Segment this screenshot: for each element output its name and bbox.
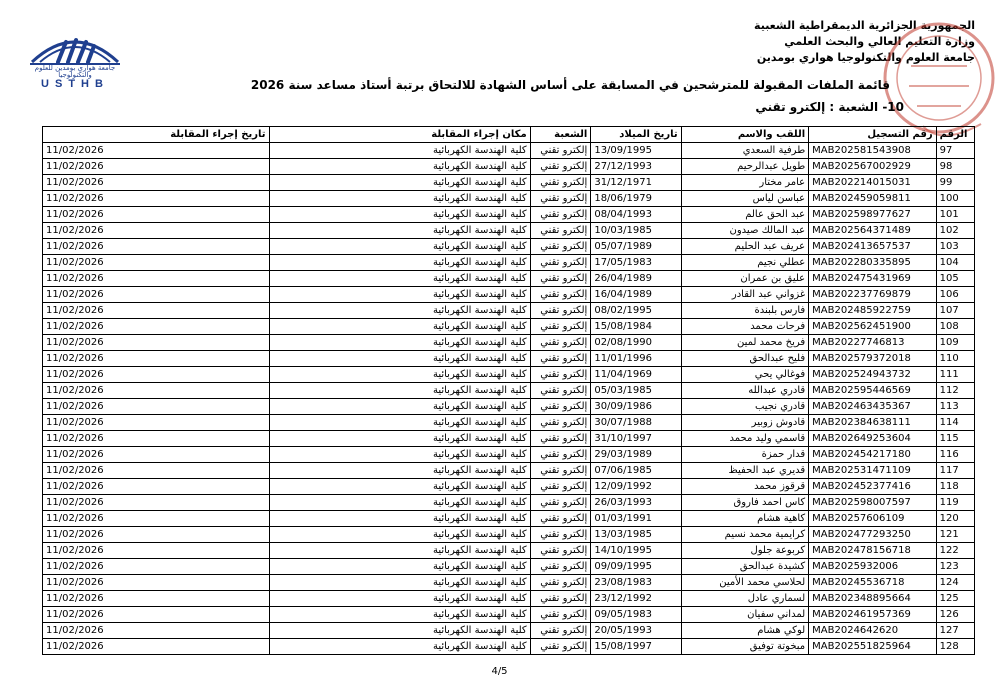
- cell-reg: MAB20227746813: [809, 335, 936, 351]
- section-title: 10- الشعبة : إلكترو تقني: [755, 100, 904, 114]
- cell-name: لحلاسي محمد الأمين: [681, 575, 808, 591]
- cell-dob: 10/03/1985: [591, 223, 681, 239]
- cell-spec: إلكترو تقني: [530, 543, 591, 559]
- cell-reg: MAB202531471109: [809, 463, 936, 479]
- cell-spec: إلكترو تقني: [530, 463, 591, 479]
- header-place: مكان إجراء المقابلة: [269, 127, 530, 143]
- cell-name: عامر مختار: [681, 175, 808, 191]
- cell-num: 123: [936, 559, 974, 575]
- institution-header: [754, 18, 975, 66]
- cell-spec: إلكترو تقني: [530, 255, 591, 271]
- table-row: [43, 191, 975, 207]
- cell-place: كلية الهندسة الكهربائية: [269, 143, 530, 159]
- cell-date: 11/02/2026: [43, 175, 270, 191]
- cell-num: 112: [936, 383, 974, 399]
- cell-place: كلية الهندسة الكهربائية: [269, 159, 530, 175]
- cell-name: فارس بلبندة: [681, 303, 808, 319]
- cell-num: 108: [936, 319, 974, 335]
- header-dob: تاريخ الميلاد: [591, 127, 681, 143]
- table-row: [43, 623, 975, 639]
- table-row: [43, 527, 975, 543]
- cell-reg: MAB202475431969: [809, 271, 936, 287]
- cell-name: كشيدة عبدالحق: [681, 559, 808, 575]
- logo-emblem-icon: [24, 28, 126, 68]
- cell-date: 11/02/2026: [43, 207, 270, 223]
- cell-dob: 23/08/1983: [591, 575, 681, 591]
- cell-reg: MAB202581543908: [809, 143, 936, 159]
- cell-spec: إلكترو تقني: [530, 319, 591, 335]
- cell-date: 11/02/2026: [43, 479, 270, 495]
- cell-dob: 05/03/1985: [591, 383, 681, 399]
- cell-reg: MAB202551825964: [809, 639, 936, 655]
- cell-date: 11/02/2026: [43, 591, 270, 607]
- cell-reg: MAB202280335895: [809, 255, 936, 271]
- cell-place: كلية الهندسة الكهربائية: [269, 495, 530, 511]
- table-row: [43, 239, 975, 255]
- cell-date: 11/02/2026: [43, 143, 270, 159]
- cell-spec: إلكترو تقني: [530, 575, 591, 591]
- cell-reg: MAB202649253604: [809, 431, 936, 447]
- cell-spec: إلكترو تقني: [530, 223, 591, 239]
- cell-spec: إلكترو تقني: [530, 559, 591, 575]
- cell-name: طرفية السعدي: [681, 143, 808, 159]
- cell-place: كلية الهندسة الكهربائية: [269, 559, 530, 575]
- cell-dob: 16/04/1989: [591, 287, 681, 303]
- cell-place: كلية الهندسة الكهربائية: [269, 623, 530, 639]
- table-row: [43, 159, 975, 175]
- table-row: [43, 511, 975, 527]
- cell-dob: 05/07/1989: [591, 239, 681, 255]
- cell-spec: إلكترو تقني: [530, 159, 591, 175]
- cell-num: 110: [936, 351, 974, 367]
- cell-num: 119: [936, 495, 974, 511]
- cell-date: 11/02/2026: [43, 431, 270, 447]
- cell-date: 11/02/2026: [43, 351, 270, 367]
- table-row: [43, 335, 975, 351]
- cell-dob: 11/04/1969: [591, 367, 681, 383]
- header-date: تاريخ إجراء المقابلة: [43, 127, 270, 143]
- cell-dob: 02/08/1990: [591, 335, 681, 351]
- cell-spec: إلكترو تقني: [530, 239, 591, 255]
- cell-dob: 27/12/1993: [591, 159, 681, 175]
- cell-num: 126: [936, 607, 974, 623]
- cell-reg: MAB20257606109: [809, 511, 936, 527]
- cell-reg: MAB202595446569: [809, 383, 936, 399]
- cell-name: قرقوز محمد: [681, 479, 808, 495]
- cell-spec: إلكترو تقني: [530, 303, 591, 319]
- cell-place: كلية الهندسة الكهربائية: [269, 383, 530, 399]
- cell-reg: MAB202524943732: [809, 367, 936, 383]
- table-row: [43, 271, 975, 287]
- cell-dob: 09/09/1995: [591, 559, 681, 575]
- cell-place: كلية الهندسة الكهربائية: [269, 335, 530, 351]
- cell-num: 98: [936, 159, 974, 175]
- cell-dob: 09/05/1983: [591, 607, 681, 623]
- cell-reg: MAB202598977627: [809, 207, 936, 223]
- table-row: [43, 303, 975, 319]
- cell-spec: إلكترو تقني: [530, 479, 591, 495]
- cell-dob: 18/06/1979: [591, 191, 681, 207]
- cell-place: كلية الهندسة الكهربائية: [269, 239, 530, 255]
- cell-spec: إلكترو تقني: [530, 271, 591, 287]
- cell-name: لوكي هشام: [681, 623, 808, 639]
- cell-spec: إلكترو تقني: [530, 175, 591, 191]
- header-spec: الشعبة: [530, 127, 591, 143]
- cell-reg: MAB202461957369: [809, 607, 936, 623]
- cell-spec: إلكترو تقني: [530, 447, 591, 463]
- cell-spec: إلكترو تقني: [530, 591, 591, 607]
- cell-date: 11/02/2026: [43, 319, 270, 335]
- table-row: [43, 495, 975, 511]
- cell-date: 11/02/2026: [43, 399, 270, 415]
- cell-place: كلية الهندسة الكهربائية: [269, 351, 530, 367]
- document-title: قائمة الملفات المقبولة للمترشحين في المسابقة على أساس الشهادة للالتحاق برتبة أستاذ مساعد سنة 2026: [250, 78, 890, 92]
- cell-place: كلية الهندسة الكهربائية: [269, 607, 530, 623]
- cell-num: 117: [936, 463, 974, 479]
- cell-num: 128: [936, 639, 974, 655]
- cell-reg: MAB202459059811: [809, 191, 936, 207]
- cell-num: 124: [936, 575, 974, 591]
- cell-place: كلية الهندسة الكهربائية: [269, 223, 530, 239]
- cell-num: 105: [936, 271, 974, 287]
- cell-place: كلية الهندسة الكهربائية: [269, 527, 530, 543]
- cell-reg: MAB202237769879: [809, 287, 936, 303]
- cell-place: كلية الهندسة الكهربائية: [269, 543, 530, 559]
- cell-date: 11/02/2026: [43, 223, 270, 239]
- table-row: [43, 175, 975, 191]
- table-header-row: [43, 127, 975, 143]
- cell-name: فرحات محمد: [681, 319, 808, 335]
- cell-num: 121: [936, 527, 974, 543]
- cell-name: عبد المالك صيدون: [681, 223, 808, 239]
- cell-name: قدار حمزة: [681, 447, 808, 463]
- cell-num: 120: [936, 511, 974, 527]
- cell-date: 11/02/2026: [43, 543, 270, 559]
- cell-spec: إلكترو تقني: [530, 607, 591, 623]
- table-row: [43, 351, 975, 367]
- cell-place: كلية الهندسة الكهربائية: [269, 271, 530, 287]
- cell-reg: MAB202567002929: [809, 159, 936, 175]
- table-row: [43, 431, 975, 447]
- cell-dob: 29/03/1989: [591, 447, 681, 463]
- cell-place: كلية الهندسة الكهربائية: [269, 255, 530, 271]
- cell-dob: 23/12/1992: [591, 591, 681, 607]
- cell-name: كاس احمد فاروق: [681, 495, 808, 511]
- cell-name: عباسن لياس: [681, 191, 808, 207]
- table-row: [43, 319, 975, 335]
- cell-num: 115: [936, 431, 974, 447]
- table-row: [43, 591, 975, 607]
- header-ministry: وزارة التعليم العالي والبحث العلمي: [784, 35, 975, 48]
- cell-dob: 26/03/1993: [591, 495, 681, 511]
- cell-date: 11/02/2026: [43, 191, 270, 207]
- cell-reg: MAB202562451900: [809, 319, 936, 335]
- cell-place: كلية الهندسة الكهربائية: [269, 591, 530, 607]
- cell-name: عبد الحق عالم: [681, 207, 808, 223]
- cell-num: 118: [936, 479, 974, 495]
- cell-place: كلية الهندسة الكهربائية: [269, 511, 530, 527]
- cell-num: 101: [936, 207, 974, 223]
- cell-spec: إلكترو تقني: [530, 431, 591, 447]
- cell-dob: 01/03/1991: [591, 511, 681, 527]
- cell-reg: MAB20245536718: [809, 575, 936, 591]
- cell-name: قادوش زوبير: [681, 415, 808, 431]
- cell-dob: 08/04/1993: [591, 207, 681, 223]
- cell-num: 111: [936, 367, 974, 383]
- cell-name: كرايمية محمد نسيم: [681, 527, 808, 543]
- cell-num: 106: [936, 287, 974, 303]
- cell-reg: MAB202579372018: [809, 351, 936, 367]
- table-row: [43, 639, 975, 655]
- cell-place: كلية الهندسة الكهربائية: [269, 399, 530, 415]
- table-row: [43, 463, 975, 479]
- cell-num: 100: [936, 191, 974, 207]
- cell-spec: إلكترو تقني: [530, 527, 591, 543]
- cell-place: كلية الهندسة الكهربائية: [269, 639, 530, 655]
- cell-date: 11/02/2026: [43, 559, 270, 575]
- table-row: [43, 575, 975, 591]
- cell-spec: إلكترو تقني: [530, 207, 591, 223]
- logo-university-name: جامعة هواري بومدين للعلوم والتكنولوجيا: [34, 64, 116, 79]
- cell-name: فريخ محمد لمين: [681, 335, 808, 351]
- cell-name: قديري عبد الحفيظ: [681, 463, 808, 479]
- cell-dob: 13/09/1995: [591, 143, 681, 159]
- cell-reg: MAB202598007597: [809, 495, 936, 511]
- cell-date: 11/02/2026: [43, 447, 270, 463]
- cell-reg: MAB202413657537: [809, 239, 936, 255]
- table-row: [43, 607, 975, 623]
- header-num: الرقم: [936, 127, 974, 143]
- cell-place: كلية الهندسة الكهربائية: [269, 287, 530, 303]
- cell-num: 99: [936, 175, 974, 191]
- cell-name: طويل عبدالرحيم: [681, 159, 808, 175]
- cell-dob: 14/10/1995: [591, 543, 681, 559]
- cell-name: عليق بن عمران: [681, 271, 808, 287]
- cell-name: قاسمي وليد محمد: [681, 431, 808, 447]
- cell-date: 11/02/2026: [43, 367, 270, 383]
- cell-reg: MAB202564371489: [809, 223, 936, 239]
- table-row: [43, 287, 975, 303]
- cell-num: 113: [936, 399, 974, 415]
- cell-dob: 08/02/1995: [591, 303, 681, 319]
- cell-dob: 17/05/1983: [591, 255, 681, 271]
- header-republic: الجمهورية الجزائرية الديمقراطية الشعبية: [754, 19, 975, 32]
- cell-spec: إلكترو تقني: [530, 351, 591, 367]
- cell-name: قادري نجيب: [681, 399, 808, 415]
- cell-place: كلية الهندسة الكهربائية: [269, 575, 530, 591]
- cell-reg: MAB202477293250: [809, 527, 936, 543]
- cell-dob: 20/05/1993: [591, 623, 681, 639]
- cell-num: 125: [936, 591, 974, 607]
- cell-name: كربوعة جلول: [681, 543, 808, 559]
- cell-name: مبخوتة توفيق: [681, 639, 808, 655]
- cell-num: 103: [936, 239, 974, 255]
- cell-dob: 31/10/1997: [591, 431, 681, 447]
- cell-reg: MAB202384638111: [809, 415, 936, 431]
- cell-dob: 15/08/1997: [591, 639, 681, 655]
- cell-date: 11/02/2026: [43, 607, 270, 623]
- cell-date: 11/02/2026: [43, 511, 270, 527]
- cell-spec: إلكترو تقني: [530, 335, 591, 351]
- table-row: [43, 255, 975, 271]
- header-reg: رقم التسجيل: [809, 127, 936, 143]
- cell-name: غزواني عبد القادر: [681, 287, 808, 303]
- cell-place: كلية الهندسة الكهربائية: [269, 175, 530, 191]
- cell-reg: MAB2024642620: [809, 623, 936, 639]
- cell-place: كلية الهندسة الكهربائية: [269, 303, 530, 319]
- cell-date: 11/02/2026: [43, 415, 270, 431]
- cell-num: 102: [936, 223, 974, 239]
- cell-name: لسماري عادل: [681, 591, 808, 607]
- cell-spec: إلكترو تقني: [530, 511, 591, 527]
- cell-dob: 31/12/1971: [591, 175, 681, 191]
- table-row: [43, 223, 975, 239]
- cell-num: 116: [936, 447, 974, 463]
- cell-date: 11/02/2026: [43, 335, 270, 351]
- cell-reg: MAB2025932006: [809, 559, 936, 575]
- table-row: [43, 399, 975, 415]
- cell-place: كلية الهندسة الكهربائية: [269, 207, 530, 223]
- cell-date: 11/02/2026: [43, 383, 270, 399]
- cell-place: كلية الهندسة الكهربائية: [269, 431, 530, 447]
- table-row: [43, 559, 975, 575]
- cell-num: 114: [936, 415, 974, 431]
- table-row: [43, 143, 975, 159]
- cell-date: 11/02/2026: [43, 575, 270, 591]
- cell-dob: 11/01/1996: [591, 351, 681, 367]
- cell-dob: 12/09/1992: [591, 479, 681, 495]
- table-body: [43, 143, 975, 655]
- table-row: [43, 543, 975, 559]
- cell-num: 107: [936, 303, 974, 319]
- cell-dob: 26/04/1989: [591, 271, 681, 287]
- cell-reg: MAB202452377416: [809, 479, 936, 495]
- cell-place: كلية الهندسة الكهربائية: [269, 463, 530, 479]
- cell-spec: إلكترو تقني: [530, 143, 591, 159]
- cell-dob: 13/03/1985: [591, 527, 681, 543]
- cell-num: 97: [936, 143, 974, 159]
- header-university: جامعة العلوم والتكنولوجيا هواري بومدين: [756, 51, 975, 64]
- cell-date: 11/02/2026: [43, 287, 270, 303]
- page-number: 4/5: [491, 666, 508, 677]
- candidates-table: [42, 126, 975, 655]
- cell-name: فوغالي يحي: [681, 367, 808, 383]
- cell-reg: MAB202454217180: [809, 447, 936, 463]
- table-row: [43, 383, 975, 399]
- cell-spec: إلكترو تقني: [530, 639, 591, 655]
- cell-spec: إلكترو تقني: [530, 367, 591, 383]
- logo-acronym: USTHB: [41, 78, 109, 90]
- cell-spec: إلكترو تقني: [530, 191, 591, 207]
- cell-date: 11/02/2026: [43, 639, 270, 655]
- cell-place: كلية الهندسة الكهربائية: [269, 447, 530, 463]
- cell-date: 11/02/2026: [43, 255, 270, 271]
- cell-spec: إلكترو تقني: [530, 415, 591, 431]
- table-row: [43, 447, 975, 463]
- cell-spec: إلكترو تقني: [530, 495, 591, 511]
- cell-name: عريف عبد الحليم: [681, 239, 808, 255]
- cell-dob: 07/06/1985: [591, 463, 681, 479]
- cell-place: كلية الهندسة الكهربائية: [269, 479, 530, 495]
- cell-reg: MAB202348895664: [809, 591, 936, 607]
- cell-num: 104: [936, 255, 974, 271]
- cell-place: كلية الهندسة الكهربائية: [269, 191, 530, 207]
- cell-name: كاهية هشام: [681, 511, 808, 527]
- cell-name: لمداني سفيان: [681, 607, 808, 623]
- cell-num: 109: [936, 335, 974, 351]
- table-row: [43, 479, 975, 495]
- cell-date: 11/02/2026: [43, 463, 270, 479]
- cell-spec: إلكترو تقني: [530, 399, 591, 415]
- cell-spec: إلكترو تقني: [530, 287, 591, 303]
- cell-reg: MAB202485922759: [809, 303, 936, 319]
- cell-num: 122: [936, 543, 974, 559]
- cell-date: 11/02/2026: [43, 239, 270, 255]
- cell-dob: 30/09/1986: [591, 399, 681, 415]
- cell-place: كلية الهندسة الكهربائية: [269, 367, 530, 383]
- table-row: [43, 367, 975, 383]
- cell-reg: MAB202463435367: [809, 399, 936, 415]
- cell-date: 11/02/2026: [43, 623, 270, 639]
- header-name: اللقب والاسم: [681, 127, 808, 143]
- cell-num: 127: [936, 623, 974, 639]
- cell-reg: MAB202214015031: [809, 175, 936, 191]
- table-row: [43, 415, 975, 431]
- cell-spec: إلكترو تقني: [530, 383, 591, 399]
- cell-date: 11/02/2026: [43, 303, 270, 319]
- cell-spec: إلكترو تقني: [530, 623, 591, 639]
- cell-dob: 15/08/1984: [591, 319, 681, 335]
- cell-place: كلية الهندسة الكهربائية: [269, 415, 530, 431]
- cell-dob: 30/07/1988: [591, 415, 681, 431]
- cell-reg: MAB202478156718: [809, 543, 936, 559]
- cell-name: فليح عبدالحق: [681, 351, 808, 367]
- cell-date: 11/02/2026: [43, 159, 270, 175]
- cell-date: 11/02/2026: [43, 527, 270, 543]
- cell-place: كلية الهندسة الكهربائية: [269, 319, 530, 335]
- cell-date: 11/02/2026: [43, 495, 270, 511]
- cell-name: قادري عبدالله: [681, 383, 808, 399]
- table-row: [43, 207, 975, 223]
- cell-name: عطلي نجيم: [681, 255, 808, 271]
- cell-date: 11/02/2026: [43, 271, 270, 287]
